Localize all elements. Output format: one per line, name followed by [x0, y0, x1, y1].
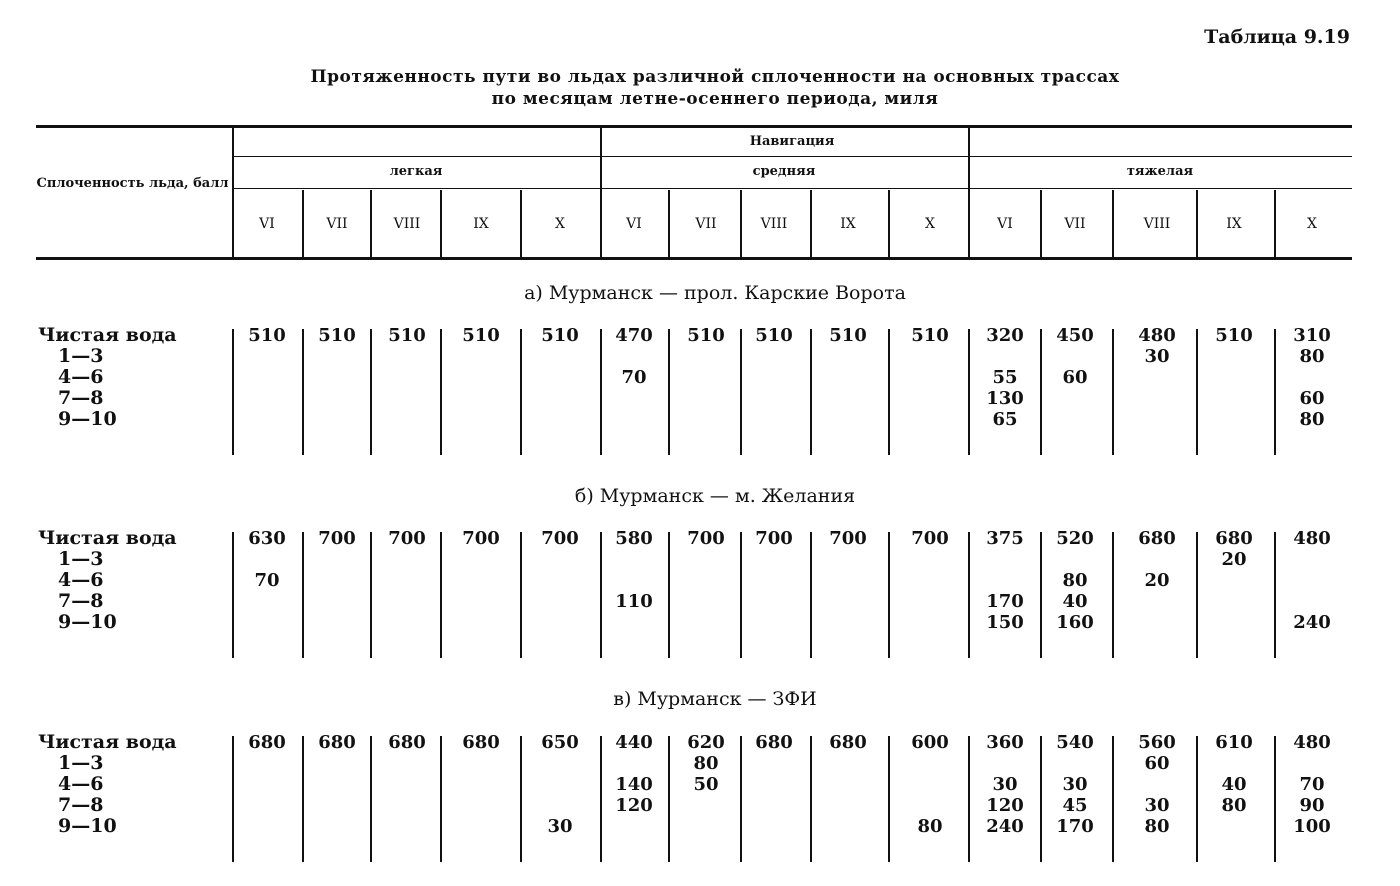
header-col-separator	[968, 128, 970, 257]
table-cell: 120	[615, 795, 653, 816]
table-cell: 80	[1221, 795, 1247, 816]
table-cell: 170	[986, 591, 1024, 612]
month-header: IX	[473, 216, 489, 232]
table-cell: 480	[1293, 732, 1331, 753]
table-cell: 510	[388, 325, 426, 346]
header-col-separator	[1112, 190, 1114, 257]
table-cell: 60	[1144, 753, 1170, 774]
body-col-separator	[232, 736, 234, 862]
section-title: б) Мурманск — м. Желания	[574, 485, 856, 507]
header-col-separator	[520, 190, 522, 257]
header-col-separator	[1040, 190, 1042, 257]
table-cell: 510	[248, 325, 286, 346]
body-col-separator	[1040, 329, 1042, 455]
body-col-separator	[600, 329, 602, 455]
month-header: IX	[840, 216, 856, 232]
header-col-separator	[888, 190, 890, 257]
type-rule	[232, 188, 1352, 189]
table-cell: 80	[1299, 409, 1325, 430]
row-label: 1—3	[58, 548, 104, 570]
table-cell: 375	[986, 528, 1024, 549]
table-cell: 80	[917, 816, 943, 837]
table-cell: 680	[829, 732, 867, 753]
month-header: VII	[1064, 216, 1086, 232]
table-cell: 40	[1221, 774, 1247, 795]
table-cell: 240	[986, 816, 1024, 837]
table-cell: 150	[986, 612, 1024, 633]
month-header: VIII	[760, 216, 788, 232]
table-cell: 700	[318, 528, 356, 549]
table-cell: 510	[1215, 325, 1253, 346]
table-cell: 55	[992, 367, 1018, 388]
table-cell: 700	[829, 528, 867, 549]
table-cell: 20	[1144, 570, 1170, 591]
body-col-separator	[370, 329, 372, 455]
body-col-separator	[1112, 736, 1114, 862]
table-cell: 80	[1144, 816, 1170, 837]
table-cell: 450	[1056, 325, 1094, 346]
nav-rule	[232, 156, 1352, 157]
body-col-separator	[968, 736, 970, 862]
body-col-separator	[1274, 736, 1276, 862]
table-cell: 90	[1299, 795, 1325, 816]
row-label: 4—6	[58, 569, 104, 591]
table-cell: 40	[1062, 591, 1088, 612]
body-col-separator	[600, 532, 602, 658]
table-cell: 170	[1056, 816, 1094, 837]
month-header: X	[555, 216, 565, 232]
body-col-separator	[600, 736, 602, 862]
table-cell: 700	[462, 528, 500, 549]
table-number: Таблица 9.19	[1204, 26, 1350, 48]
row-label: 9—10	[58, 408, 117, 430]
body-col-separator	[370, 532, 372, 658]
body-col-separator	[1274, 329, 1276, 455]
table-cell: 30	[1144, 346, 1170, 367]
body-col-separator	[740, 736, 742, 862]
month-header: IX	[1226, 216, 1242, 232]
body-col-separator	[440, 736, 442, 862]
month-header: VI	[259, 216, 275, 232]
section-title: а) Мурманск — прол. Карские Ворота	[524, 282, 906, 304]
row-label: Чистая вода	[38, 527, 177, 549]
body-col-separator	[810, 736, 812, 862]
row-label: 1—3	[58, 345, 104, 367]
month-header: VII	[326, 216, 348, 232]
body-col-separator	[1040, 736, 1042, 862]
body-col-separator	[888, 532, 890, 658]
month-header: VII	[695, 216, 717, 232]
table-cell: 510	[318, 325, 356, 346]
table-cell: 310	[1293, 325, 1331, 346]
row-label: 1—3	[58, 752, 104, 774]
header-col-separator	[232, 128, 234, 257]
table-cell: 600	[911, 732, 949, 753]
body-col-separator	[1112, 532, 1114, 658]
header-col-separator	[668, 190, 670, 257]
table-cell: 65	[992, 409, 1018, 430]
body-col-separator	[968, 532, 970, 658]
body-col-separator	[888, 736, 890, 862]
table-cell: 540	[1056, 732, 1094, 753]
body-col-separator	[302, 736, 304, 862]
row-label: Чистая вода	[38, 731, 177, 753]
table-cell: 610	[1215, 732, 1253, 753]
table-cell: 680	[1138, 528, 1176, 549]
header-col-separator	[600, 128, 602, 257]
row-label: 7—8	[58, 794, 104, 816]
body-col-separator	[888, 329, 890, 455]
table-cell: 440	[615, 732, 653, 753]
table-cell: 70	[621, 367, 647, 388]
nav-type-1: средняя	[752, 164, 816, 179]
table-cell: 470	[615, 325, 653, 346]
header-col-separator	[370, 190, 372, 257]
table-cell: 510	[462, 325, 500, 346]
section-title: в) Мурманск — ЗФИ	[613, 688, 817, 710]
body-col-separator	[1196, 532, 1198, 658]
table-cell: 60	[1299, 388, 1325, 409]
table-cell: 130	[986, 388, 1024, 409]
navigation-header: Навигация	[749, 134, 835, 149]
title-line-1: Протяженность пути во льдах различной сплоченности на основных трассах	[310, 67, 1120, 87]
table-cell: 70	[254, 570, 280, 591]
table-cell: 560	[1138, 732, 1176, 753]
table-cell: 240	[1293, 612, 1331, 633]
body-col-separator	[810, 532, 812, 658]
body-col-separator	[520, 532, 522, 658]
table-cell: 480	[1138, 325, 1176, 346]
table-cell: 680	[1215, 528, 1253, 549]
body-col-separator	[668, 736, 670, 862]
table-cell: 510	[541, 325, 579, 346]
header-col-separator	[302, 190, 304, 257]
table-cell: 50	[693, 774, 719, 795]
month-header: X	[1307, 216, 1317, 232]
nav-type-0: легкая	[389, 164, 443, 179]
row-label: 7—8	[58, 387, 104, 409]
table-cell: 30	[547, 816, 573, 837]
month-header: VI	[626, 216, 642, 232]
body-col-separator	[810, 329, 812, 455]
body-col-separator	[302, 329, 304, 455]
table-cell: 620	[687, 732, 725, 753]
table-cell: 100	[1293, 816, 1331, 837]
title-line-2: по месяцам летне-осеннего периода, миля	[491, 89, 939, 109]
header-col-separator	[740, 190, 742, 257]
table-cell: 510	[755, 325, 793, 346]
body-col-separator	[440, 329, 442, 455]
table-cell: 140	[615, 774, 653, 795]
header-col-separator	[1196, 190, 1198, 257]
row-label: Чистая вода	[38, 324, 177, 346]
table-cell: 700	[687, 528, 725, 549]
month-header: VIII	[1143, 216, 1171, 232]
header-bottom-rule	[36, 257, 1352, 260]
table-cell: 700	[388, 528, 426, 549]
table-cell: 320	[986, 325, 1024, 346]
body-col-separator	[520, 736, 522, 862]
body-col-separator	[232, 532, 234, 658]
table-cell: 110	[615, 591, 653, 612]
table-cell: 700	[911, 528, 949, 549]
body-col-separator	[668, 329, 670, 455]
table-cell: 680	[755, 732, 793, 753]
row-label: 7—8	[58, 590, 104, 612]
table-cell: 30	[992, 774, 1018, 795]
row-label: 4—6	[58, 366, 104, 388]
table-cell: 510	[829, 325, 867, 346]
header-col-separator	[810, 190, 812, 257]
table-title	[0, 66, 1400, 110]
table-cell: 680	[388, 732, 426, 753]
table-cell: 80	[1062, 570, 1088, 591]
stub-header: Сплоченность льда, балл	[36, 176, 229, 191]
table-cell: 60	[1062, 367, 1088, 388]
table-cell: 510	[687, 325, 725, 346]
body-col-separator	[1040, 532, 1042, 658]
table-cell: 680	[248, 732, 286, 753]
table-cell: 680	[462, 732, 500, 753]
body-col-separator	[440, 532, 442, 658]
body-col-separator	[668, 532, 670, 658]
body-col-separator	[302, 532, 304, 658]
table-cell: 680	[318, 732, 356, 753]
table-cell: 580	[615, 528, 653, 549]
row-label: 9—10	[58, 611, 117, 633]
header-col-separator	[440, 190, 442, 257]
table-cell: 700	[541, 528, 579, 549]
body-col-separator	[1196, 736, 1198, 862]
table-cell: 480	[1293, 528, 1331, 549]
table-cell: 30	[1144, 795, 1170, 816]
table-cell: 20	[1221, 549, 1247, 570]
table-cell: 120	[986, 795, 1024, 816]
nav-type-2: тяжелая	[1126, 164, 1194, 179]
table-cell: 80	[1299, 346, 1325, 367]
body-col-separator	[370, 736, 372, 862]
month-header: VIII	[393, 216, 421, 232]
month-header: VI	[997, 216, 1013, 232]
table-cell: 650	[541, 732, 579, 753]
table-cell: 630	[248, 528, 286, 549]
table-cell: 510	[911, 325, 949, 346]
month-header: X	[925, 216, 935, 232]
table-cell: 80	[693, 753, 719, 774]
table-cell: 45	[1062, 795, 1088, 816]
table-cell: 70	[1299, 774, 1325, 795]
body-col-separator	[1274, 532, 1276, 658]
body-col-separator	[520, 329, 522, 455]
body-col-separator	[740, 532, 742, 658]
header-col-separator	[1274, 190, 1276, 257]
body-col-separator	[740, 329, 742, 455]
table-cell: 700	[755, 528, 793, 549]
row-label: 9—10	[58, 815, 117, 837]
body-col-separator	[968, 329, 970, 455]
body-col-separator	[1196, 329, 1198, 455]
table-cell: 520	[1056, 528, 1094, 549]
table-cell: 360	[986, 732, 1024, 753]
table-cell: 30	[1062, 774, 1088, 795]
body-col-separator	[1112, 329, 1114, 455]
table-cell: 160	[1056, 612, 1094, 633]
row-label: 4—6	[58, 773, 104, 795]
body-col-separator	[232, 329, 234, 455]
